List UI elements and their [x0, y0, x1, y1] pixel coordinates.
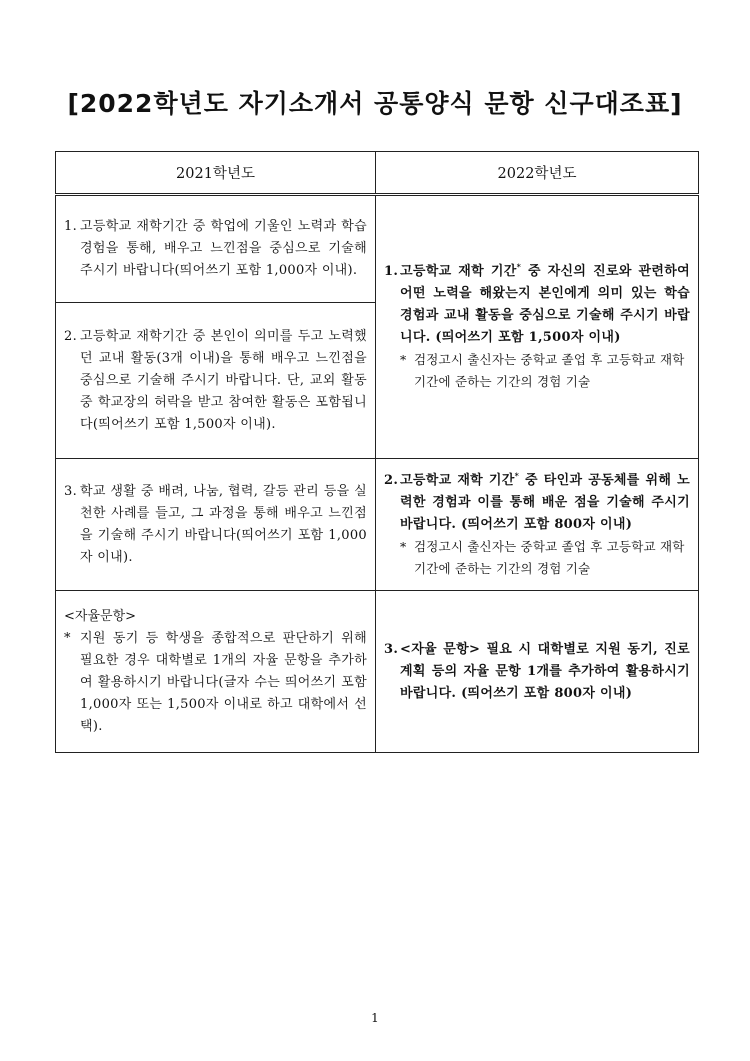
- new-question-1: [384, 261, 690, 349]
- footnote-marker: *: [514, 470, 520, 481]
- new-question-1-text-b: 중 자신의 진로와 관련하여 어떤 노력을 해왔는지 본인에게 의미 있는 학습 경험과 교내 활동을 중심으로 기술해 주시기 바랍니다. (띄어쓰기 포함 1,500자 이내): [400, 264, 690, 345]
- old-question-1-cell: [56, 195, 376, 303]
- old-question-1: [64, 216, 367, 282]
- new-question-2-note-text: 검정고시 출신자는 중학교 졸업 후 고등학교 재학 기간에 준하는 기간의 경험 기술: [414, 538, 685, 576]
- old-question-2-number: 2.: [64, 328, 78, 344]
- old-question-3-text: 학교 생활 중 배려, 나눔, 협력, 갈등 관리 등을 실천한 사례를 들고, 그 과정을 통해 배우고 느낀점을 기술해 주시기 바랍니다(띄어쓰기 포함 1,000자 이내).: [80, 483, 367, 565]
- old-question-1-number: 1.: [64, 219, 78, 234]
- old-question-3-cell: [56, 459, 376, 591]
- table-row: [56, 591, 699, 753]
- old-question-3: [64, 481, 367, 569]
- old-question-4: [64, 628, 367, 738]
- old-question-2-text: 고등학교 재학기간 중 본인이 의미를 두고 노력했던 교내 활동(3개 이내)을 통해 배우고 느낀점을 중심으로 기술해 주시기 바랍니다. 단, 교외 활동 중 학교장의 허락을 받고 참여한 활동은 포함됩니다(띄어쓰기 포함 1,500자 이내).: [80, 328, 367, 432]
- header-2022: 2022학년도: [376, 152, 699, 195]
- page-number: 1: [371, 1011, 379, 1025]
- note-asterisk: *: [400, 352, 407, 367]
- old-question-1-text: 고등학교 재학기간 중 학업에 기울인 노력과 학습 경험을 통해, 배우고 느낀점을 중심으로 기술해 주시기 바랍니다(띄어쓰기 포함 1,000자 이내).: [80, 219, 367, 278]
- new-question-1-number: 1.: [384, 264, 399, 279]
- new-question-2: [384, 470, 690, 536]
- table-row: [56, 195, 699, 303]
- old-question-2-cell: [56, 303, 376, 459]
- old-question-4-text: 지원 동기 등 학생을 종합적으로 판단하기 위해 필요한 경우 대학별로 1개의 자율 문항을 추가하여 활용하시기 바랍니다(글자 수는 띄어쓰기 포함 1,000자 또는 1,500자 이내로 하고 대학에서 선택).: [80, 630, 367, 734]
- new-question-2-note: [384, 536, 690, 580]
- header-2021: 2021학년도: [56, 152, 376, 195]
- new-question-1-text-a: 고등학교 재학 기간: [400, 264, 517, 279]
- new-question-1-note: [384, 349, 690, 393]
- old-question-2: [64, 326, 367, 436]
- note-asterisk: *: [64, 630, 71, 646]
- note-asterisk: *: [400, 538, 407, 554]
- old-question-3-number: 3.: [64, 483, 78, 499]
- new-question-2-text-a: 고등학교 재학 기간: [400, 472, 515, 488]
- document-title: [2022학년도 자기소개서 공통양식 문항 신구대조표]: [67, 89, 683, 118]
- new-question-1-cell: [376, 195, 699, 459]
- new-question-2-text-b: 중 타인과 공동체를 위해 노력한 경험과 이를 통해 배운 점을 기술해 주시기 바랍니다. (띄어쓰기 포함 800자 이내): [400, 472, 690, 532]
- table-row: [56, 459, 699, 591]
- footnote-marker: *: [516, 261, 522, 272]
- old-question-4-cell: [56, 591, 376, 753]
- comparison-table: [55, 151, 699, 753]
- new-question-3-cell: [376, 591, 699, 753]
- new-question-2-number: 2.: [384, 472, 399, 488]
- new-question-3-text: <자율 문항> 필요 시 대학별로 지원 동기, 진로 계획 등의 자율 문항 1개를 추가하여 활용하시기 바랍니다. (띄어쓰기 포함 800자 이내): [400, 641, 690, 701]
- new-question-3-number: 3.: [384, 641, 399, 657]
- new-question-3: [384, 639, 690, 705]
- new-question-1-note-text: 검정고시 출신자는 중학교 졸업 후 고등학교 재학 기간에 준하는 기간의 경험 기술: [414, 352, 685, 389]
- old-question-4-label: <자율문항>: [64, 608, 137, 624]
- table-header-row: [56, 152, 699, 195]
- new-question-2-cell: [376, 459, 699, 591]
